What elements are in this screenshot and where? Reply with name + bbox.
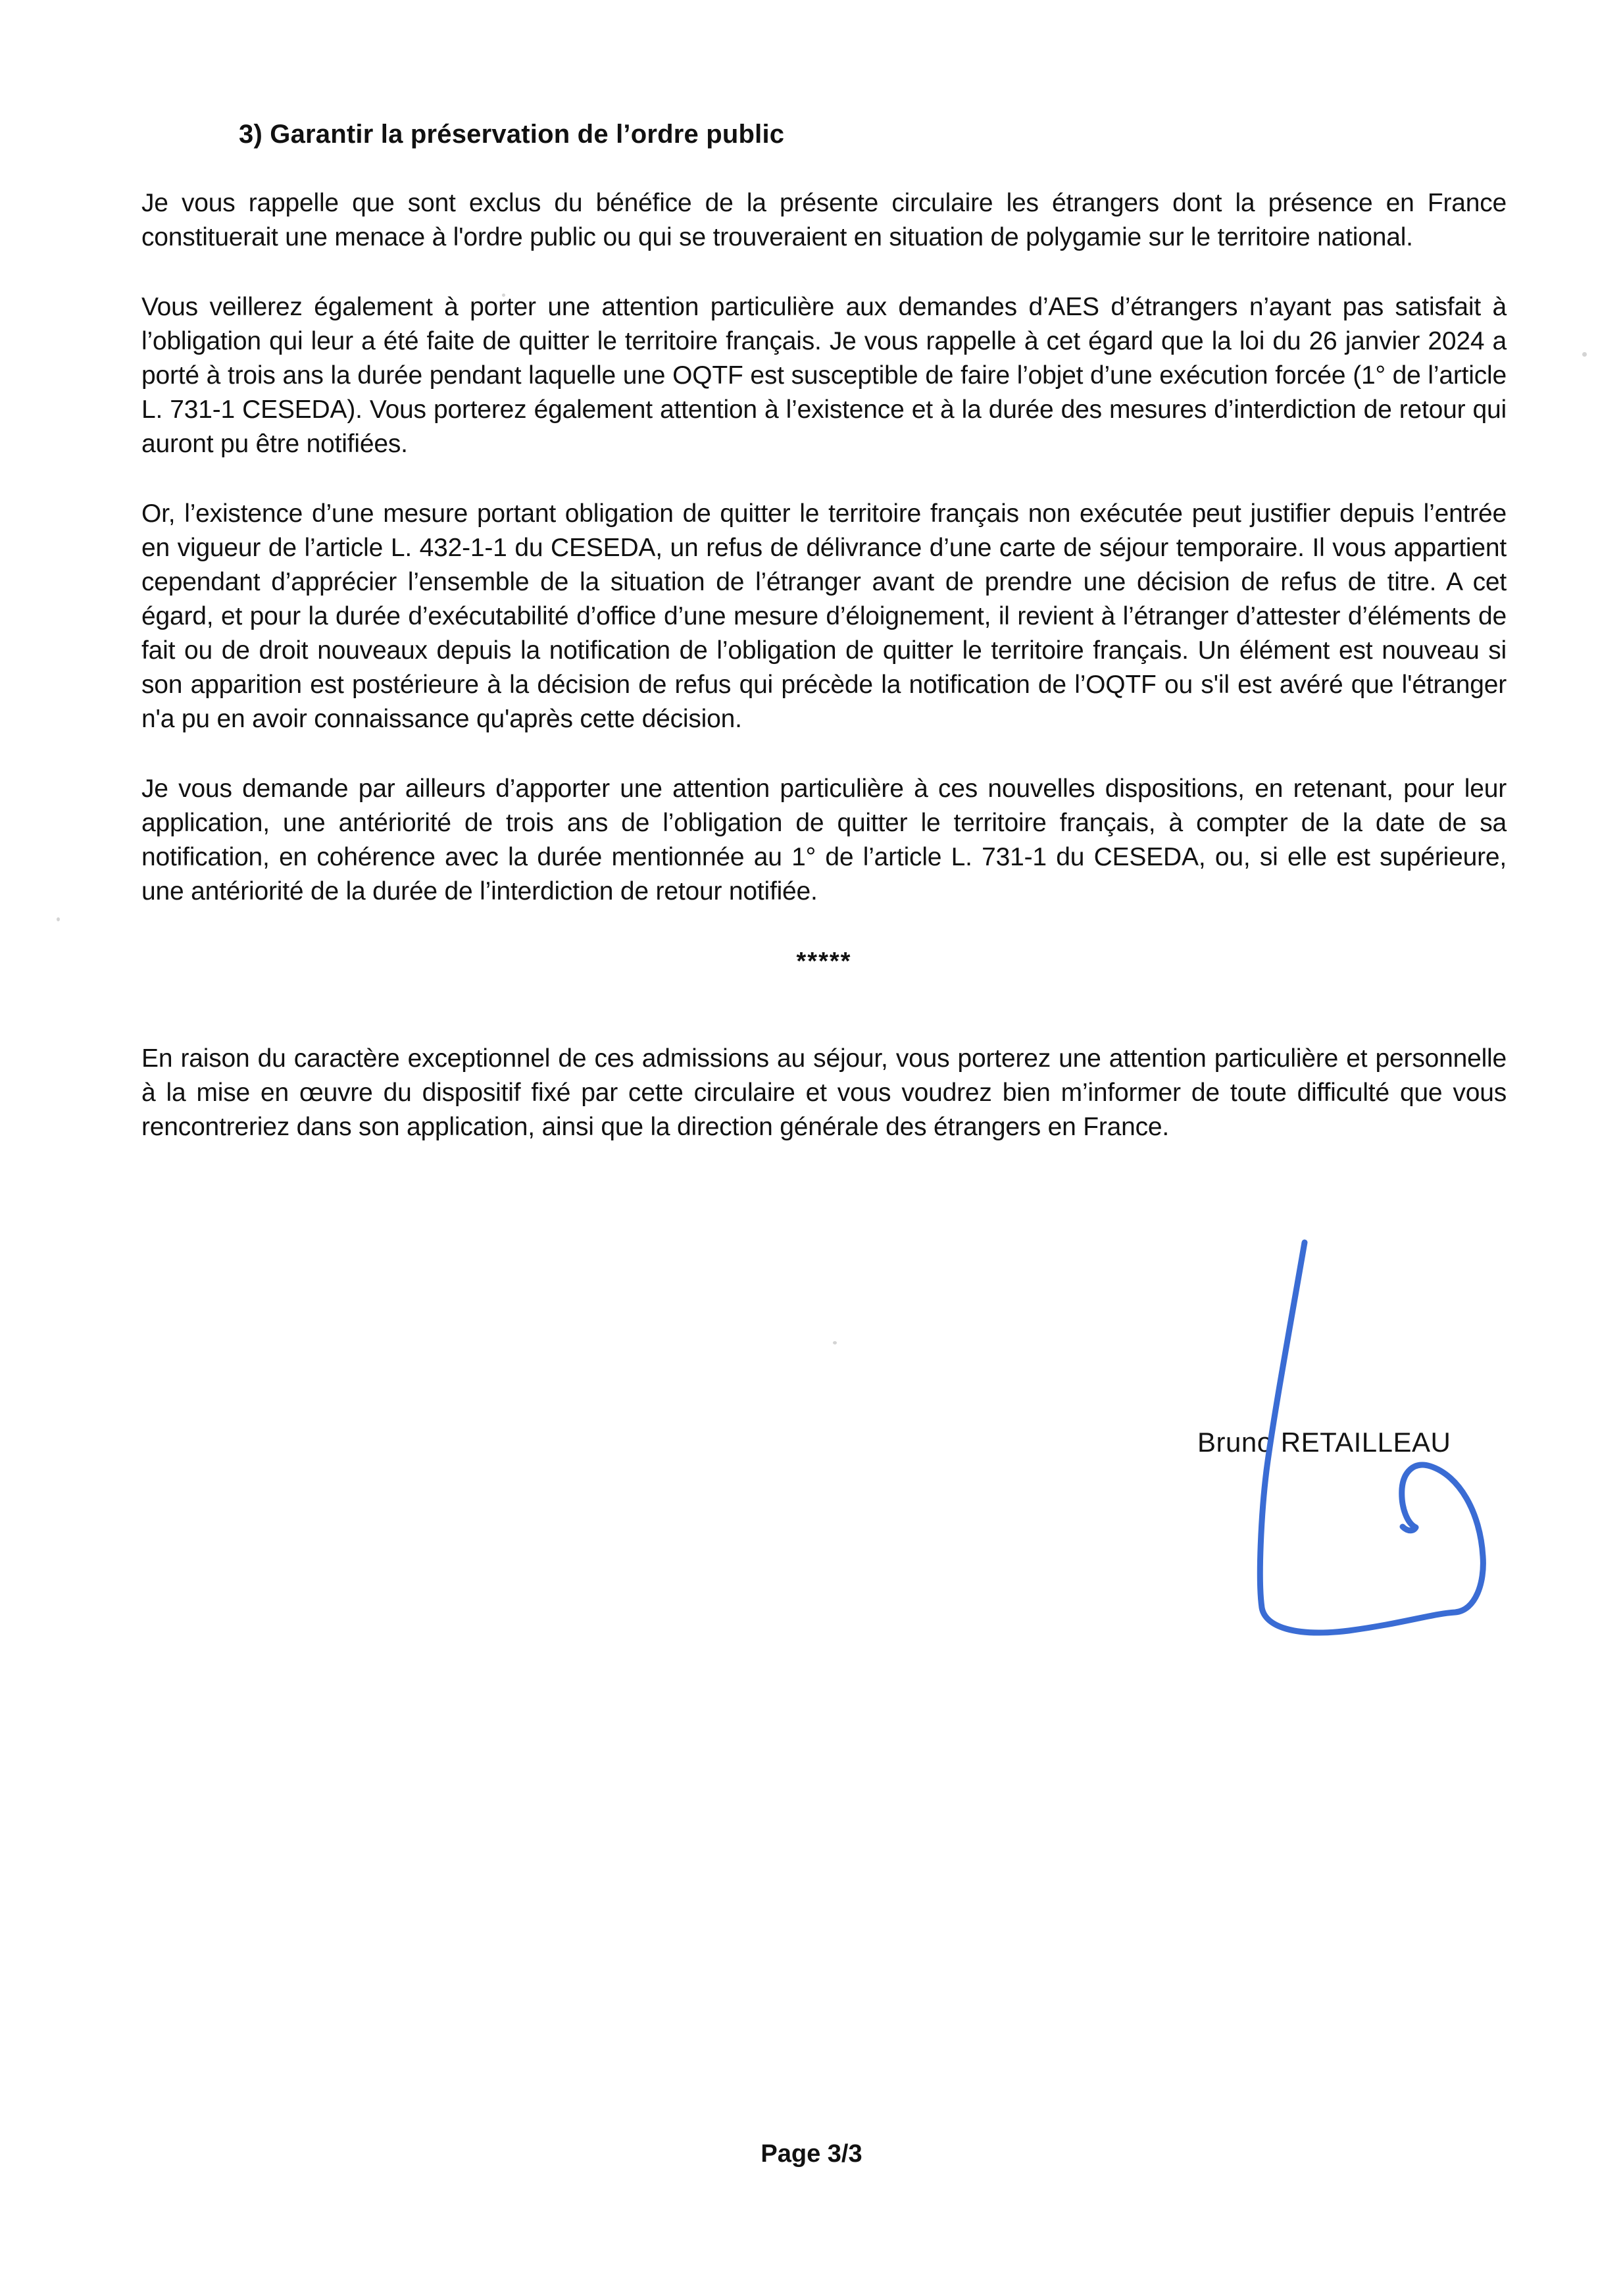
scan-speck bbox=[833, 1341, 837, 1344]
signatory-name: Bruno RETAILLEAU bbox=[1197, 1427, 1451, 1458]
scan-speck bbox=[502, 293, 505, 297]
paragraph-4: Je vous demande par ailleurs d’apporter une attention particulière à ces nouvelles dispositions, en retenant, pour leur application, une antériorité de trois ans de l’obligation de quitter le territoire français, à compter de la date de sa notification, en cohérence avec la durée mentionnée au 1° de l’article L. 731-1 du CESEDA, ou, si elle est supérieure, une antériorité de la durée de l’interdiction de retour notifiée. bbox=[141, 775, 1507, 906]
scan-speck bbox=[57, 917, 60, 921]
section-heading: 3) Garantir la préservation de l’ordre public bbox=[239, 120, 785, 149]
body-text bbox=[141, 186, 1507, 1180]
page-number: Page 3/3 bbox=[761, 2140, 862, 2168]
scan-speck bbox=[1582, 352, 1587, 357]
handwritten-signature bbox=[1118, 1217, 1579, 1645]
paragraph-2: Vous veillerez également à porter une attention particulière aux demandes d’AES d’étrangers n’ayant pas satisfait à l’obligation qui leur a été faite de quitter le territoire français. Je vous rappelle à cet égard que la loi du 26 janvier 2024 a porté à trois ans la durée pendant laquelle une OQTF est susceptible de faire l’objet d’une exécution forcée (1° de l’article L. 731-1 CESEDA). Vous porterez également attention à l’existence et à la durée des mesures d’interdiction de retour qui auront pu être notifiées. bbox=[141, 293, 1507, 458]
section-separator: ***** bbox=[796, 948, 852, 975]
paragraph-1: Je vous rappelle que sont exclus du bénéfice de la présente circulaire les étrangers dont la présence en France constituerait une menace à l'ordre public ou qui se trouveraient en situation de polygamie sur le territoire national. bbox=[141, 189, 1507, 251]
signature-stroke bbox=[1260, 1242, 1483, 1633]
paragraph-5: En raison du caractère exceptionnel de ces admissions au séjour, vous porterez une attention particulière et personnelle à la mise en œuvre du dispositif fixé par cette circulaire et vous voudrez bien m’informer de toute difficulté que vous rencontreriez dans son application, ainsi que la direction générale des étrangers en France. bbox=[141, 1044, 1507, 1141]
paragraph-3: Or, l’existence d’une mesure portant obligation de quitter le territoire français non exécutée peut justifier depuis l’entrée en vigueur de l’article L. 432-1-1 du CESEDA, un refus de délivrance d’une carte de séjour temporaire. Il vous appartient cependant d’apprécier l’ensemble de la situation de l’étranger avant de prendre une décision de refus de titre. A cet égard, et pour la durée d’exécutabilité d’office d’une mesure d’éloignement, il revient à l’étranger d’attester d’éléments de fait ou de droit nouveaux depuis la notification de l’obligation de quitter le territoire français. Un élément est nouveau si son apparition est postérieure à la décision de refus qui précède la notification de l’OQTF ou s'il est avéré que l'étranger n'a pu en avoir connaissance qu'après cette décision. bbox=[141, 499, 1507, 733]
